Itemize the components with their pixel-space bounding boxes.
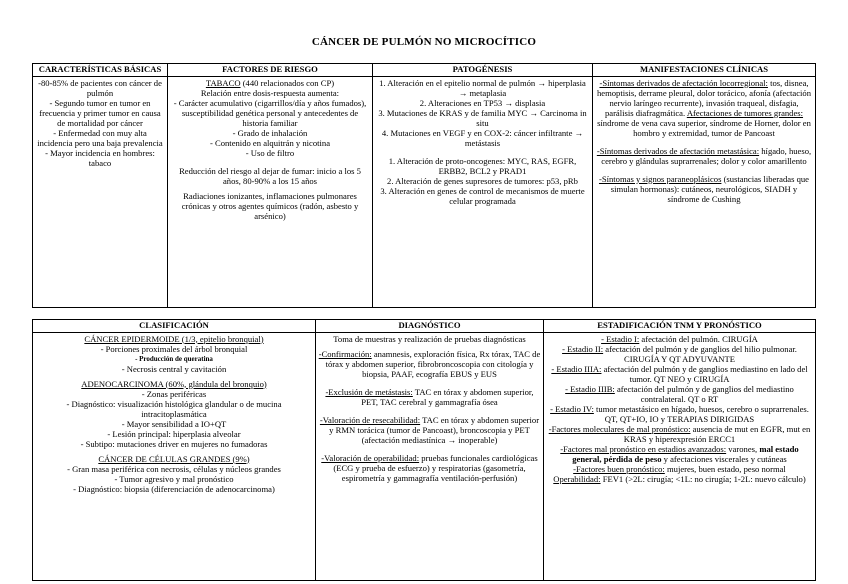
diagnostico-confirmacion: -Confirmación: anamnesis, exploración física, Rx tórax, TAC de tórax y abdomen superior, fibrobroncoscopia con citología y biopsia, PAAF, ecografía EBUS y EUS xyxy=(318,348,541,379)
list-item: - Zonas periféricas xyxy=(141,388,207,399)
table-row xyxy=(33,76,816,307)
list-item: 2. Alteración de genes supresores de tumores: p53, pRb xyxy=(387,175,578,186)
list-item: - Segundo tumor en tumor en frecuencia y primer tumor en causa de mortalidad por cáncer xyxy=(39,97,161,128)
cell-manifestaciones xyxy=(593,76,816,307)
header-caracteristicas: CARACTERÍSTICAS BÁSICAS xyxy=(33,64,168,77)
list-item: - Enfermedad con muy alta incidencia pero una baja prevalencia xyxy=(37,127,163,148)
estadio-1: - Estadio I: afectación del pulmón. CIRUGÍA xyxy=(601,333,758,344)
cell-estadificacion xyxy=(544,332,816,580)
tabaco-label: TABACO xyxy=(205,77,241,88)
factores-avanzados: -Factores mal pronóstico en estadios avanzados: varones, mal estado general, pérdida de peso y afectaciones viscerales y cutáneas xyxy=(560,443,799,464)
factores-buen-pronostico: -Factores buen pronóstico: mujeres, buen estado, peso normal xyxy=(573,463,786,474)
list-item: - Carácter acumulativo (cigarrillos/día y años fumados), susceptibilidad genética personal y antecedentes de historia familiar xyxy=(173,97,367,128)
list-item: -80-85% de pacientes con cáncer de pulmón xyxy=(38,77,162,98)
cell-clasificacion xyxy=(33,332,316,580)
diagnostico-operabilidad: -Valoración de operabilidad: pruebas funcionales cardiológicas (ECG y prueba de esfuerzo) y respiratorias (gasometría, espirometría y gammagrafía ventilación-perfusión) xyxy=(321,452,538,483)
cell-patogenesis xyxy=(373,76,593,307)
header-factores: FACTORES DE RIESGO xyxy=(168,64,373,77)
list-item: - Diagnóstico: visualización histológica glandular o de mucina intracitoplasmática xyxy=(66,398,282,419)
list-item: 3. Alteración en genes de control de mecanismos de muerte celular programada xyxy=(380,185,585,206)
table-header-row xyxy=(33,64,816,77)
table-header-row xyxy=(33,320,816,333)
list-item: 4. Mutaciones en VEGF y en COX-2: cáncer infiltrante → metástasis xyxy=(381,127,584,148)
list-item: - Necrosis central y cavitación xyxy=(121,363,227,374)
reduccion-text: Reducción del riesgo al dejar de fumar: inicio a los 5 años, 80-90% a los 15 años xyxy=(179,165,361,186)
tabaco-line xyxy=(170,78,370,88)
list-item: Relación entre dosis-respuesta aumenta: xyxy=(200,87,340,98)
list-item: - Uso de filtro xyxy=(245,147,295,158)
list-item: - Mayor incidencia en hombres: tabaco xyxy=(45,147,155,168)
estadio-4: - Estadio IV: tumor metastásico en hígado, huesos, cerebro o suprarrenales. QT, QT+IO, IO y TERAPIAS DIRIGIDAS xyxy=(550,403,809,424)
list-item: - Diagnóstico: biopsia (diferenciación de adenocarcinoma) xyxy=(73,483,275,494)
adeno-title: ADENOCARCINOMA (60%, glándula del bronquio) xyxy=(81,378,267,389)
operabilidad: Operabilidad: FEV1 (>2L: cirugía; <1L: no cirugía; 1-2L: nuevo cálculo) xyxy=(553,473,806,484)
list-item: 2. Alteraciones en TP53 → displasia xyxy=(419,97,546,108)
list-item: - Grado de inhalación xyxy=(232,127,308,138)
list-item: - Lesión principal: hiperplasia alveolar xyxy=(107,428,241,439)
cell-factores xyxy=(168,76,373,307)
epidermoide-title: CÁNCER EPIDERMOIDE (1/3, epitelio bronquial) xyxy=(84,333,264,344)
radiaciones-text: Radiaciones ionizantes, inflamaciones pulmonares crónicas y otros agentes químicos (radón, asbesto y arsénico) xyxy=(181,190,359,221)
diagnostico-exclusion: -Exclusión de metástasis: TAC en tórax y abdomen superior, PET, TAC cerebral y gammagrafía ósea xyxy=(325,386,534,407)
manifestacion-metastasica: -Síntomas derivados de afectación metastásica: hígado, hueso, cerebro y glándulas suprarrenales; dolor y color amarillento xyxy=(596,145,812,166)
list-item: - Gran masa periférica con necrosis, células y núcleos grandes xyxy=(67,463,281,474)
list-item: - Porciones proximales del árbol bronquial xyxy=(100,343,248,354)
list-item: 3. Mutaciones de KRAS y de familia MYC → Carcinoma in situ xyxy=(378,107,587,128)
header-estadificacion: ESTADIFICACIÓN TNM Y PRONÓSTICO xyxy=(544,320,816,333)
cell-diagnostico xyxy=(316,332,544,580)
page-title: CÁNCER DE PULMÓN NO MICROCÍTICO xyxy=(311,36,537,48)
factores-moleculares: -Factores moleculares de mal pronóstico: ausencia de mut en EGFR, mut en KRAS y hiperexpresión ERCC1 xyxy=(548,423,811,444)
diagnostico-resecabilidad: -Valoración de resecabilidad: TAC en tórax y abdomen superior y RMN torácica (tumor de Pancoast), broncoscopia y PET (afectación mediastínica → inoperable) xyxy=(319,414,540,445)
estadio-3a: - Estadio IIIA: afectación del pulmón y de ganglios mediastino en lado del tumor. QT NEO y CIRUGÍA xyxy=(551,363,808,384)
manifestacion-locorregional: -Síntomas derivados de afectación locorregional: tos, disnea, hemoptisis, derrame pleural, dolor torácico, afonía (afectación nervio laríngeo recurrente), invasión traqueal, disfagia, parálisis diafragmática. Afectaciones de tumores grandes: síndrome de vena cava superior, síndrome de Horner, dolor en hombro y extremidad, tumor de Pancoast xyxy=(596,77,812,138)
table-overview xyxy=(32,63,816,308)
diagnostico-intro: Toma de muestras y realización de pruebas diagnósticas xyxy=(333,333,526,344)
tabaco-detail: (440 relacionados con CP) xyxy=(240,77,335,88)
table-row xyxy=(33,332,816,580)
list-item: - Contenido en alquitrán y nicotina xyxy=(209,137,331,148)
list-item: 1. Alteración de proto-oncogenes: MYC, RAS, EGFR, ERBB2, BCL2 y PRAD1 xyxy=(388,155,577,176)
header-diagnostico: DIAGNÓSTICO xyxy=(316,320,544,333)
estadio-3b: - Estadio IIIB: afectación del pulmón y de ganglios del mediastino contralateral. QT o RT xyxy=(565,383,794,404)
list-item: - Tumor agresivo y mal pronóstico xyxy=(114,473,234,484)
list-item: 1. Alteración en el epitelio normal de pulmón → hiperplasia → metaplasia xyxy=(379,77,586,98)
manifestacion-paraneoplasica: -Síntomas y signos paraneoplásicos (sustancias liberadas que simulan hormonas): cutáneos, neurológicos, SIADH y síndrome de Cushing xyxy=(598,173,810,204)
grandes-title: CÁNCER DE CÉLULAS GRANDES (9%) xyxy=(98,453,250,464)
list-item: - Subtipo: mutaciones driver en mujeres no fumadoras xyxy=(80,438,268,449)
header-manifestaciones: MANIFESTACIONES CLÍNICAS xyxy=(593,64,816,77)
list-item: - Producción de queratina xyxy=(135,354,213,363)
cell-caracteristicas xyxy=(33,76,168,307)
header-clasificacion: CLASIFICACIÓN xyxy=(33,320,316,333)
table-details xyxy=(32,319,816,581)
estadio-2: - Estadio II: afectación del pulmón y de ganglios del hilio pulmonar. CIRUGÍA Y QT ADYUVANTE xyxy=(562,343,797,364)
header-patogenesis: PATOGÉNESIS xyxy=(373,64,593,77)
list-item: - Mayor sensibilidad a IO+QT xyxy=(121,418,227,429)
